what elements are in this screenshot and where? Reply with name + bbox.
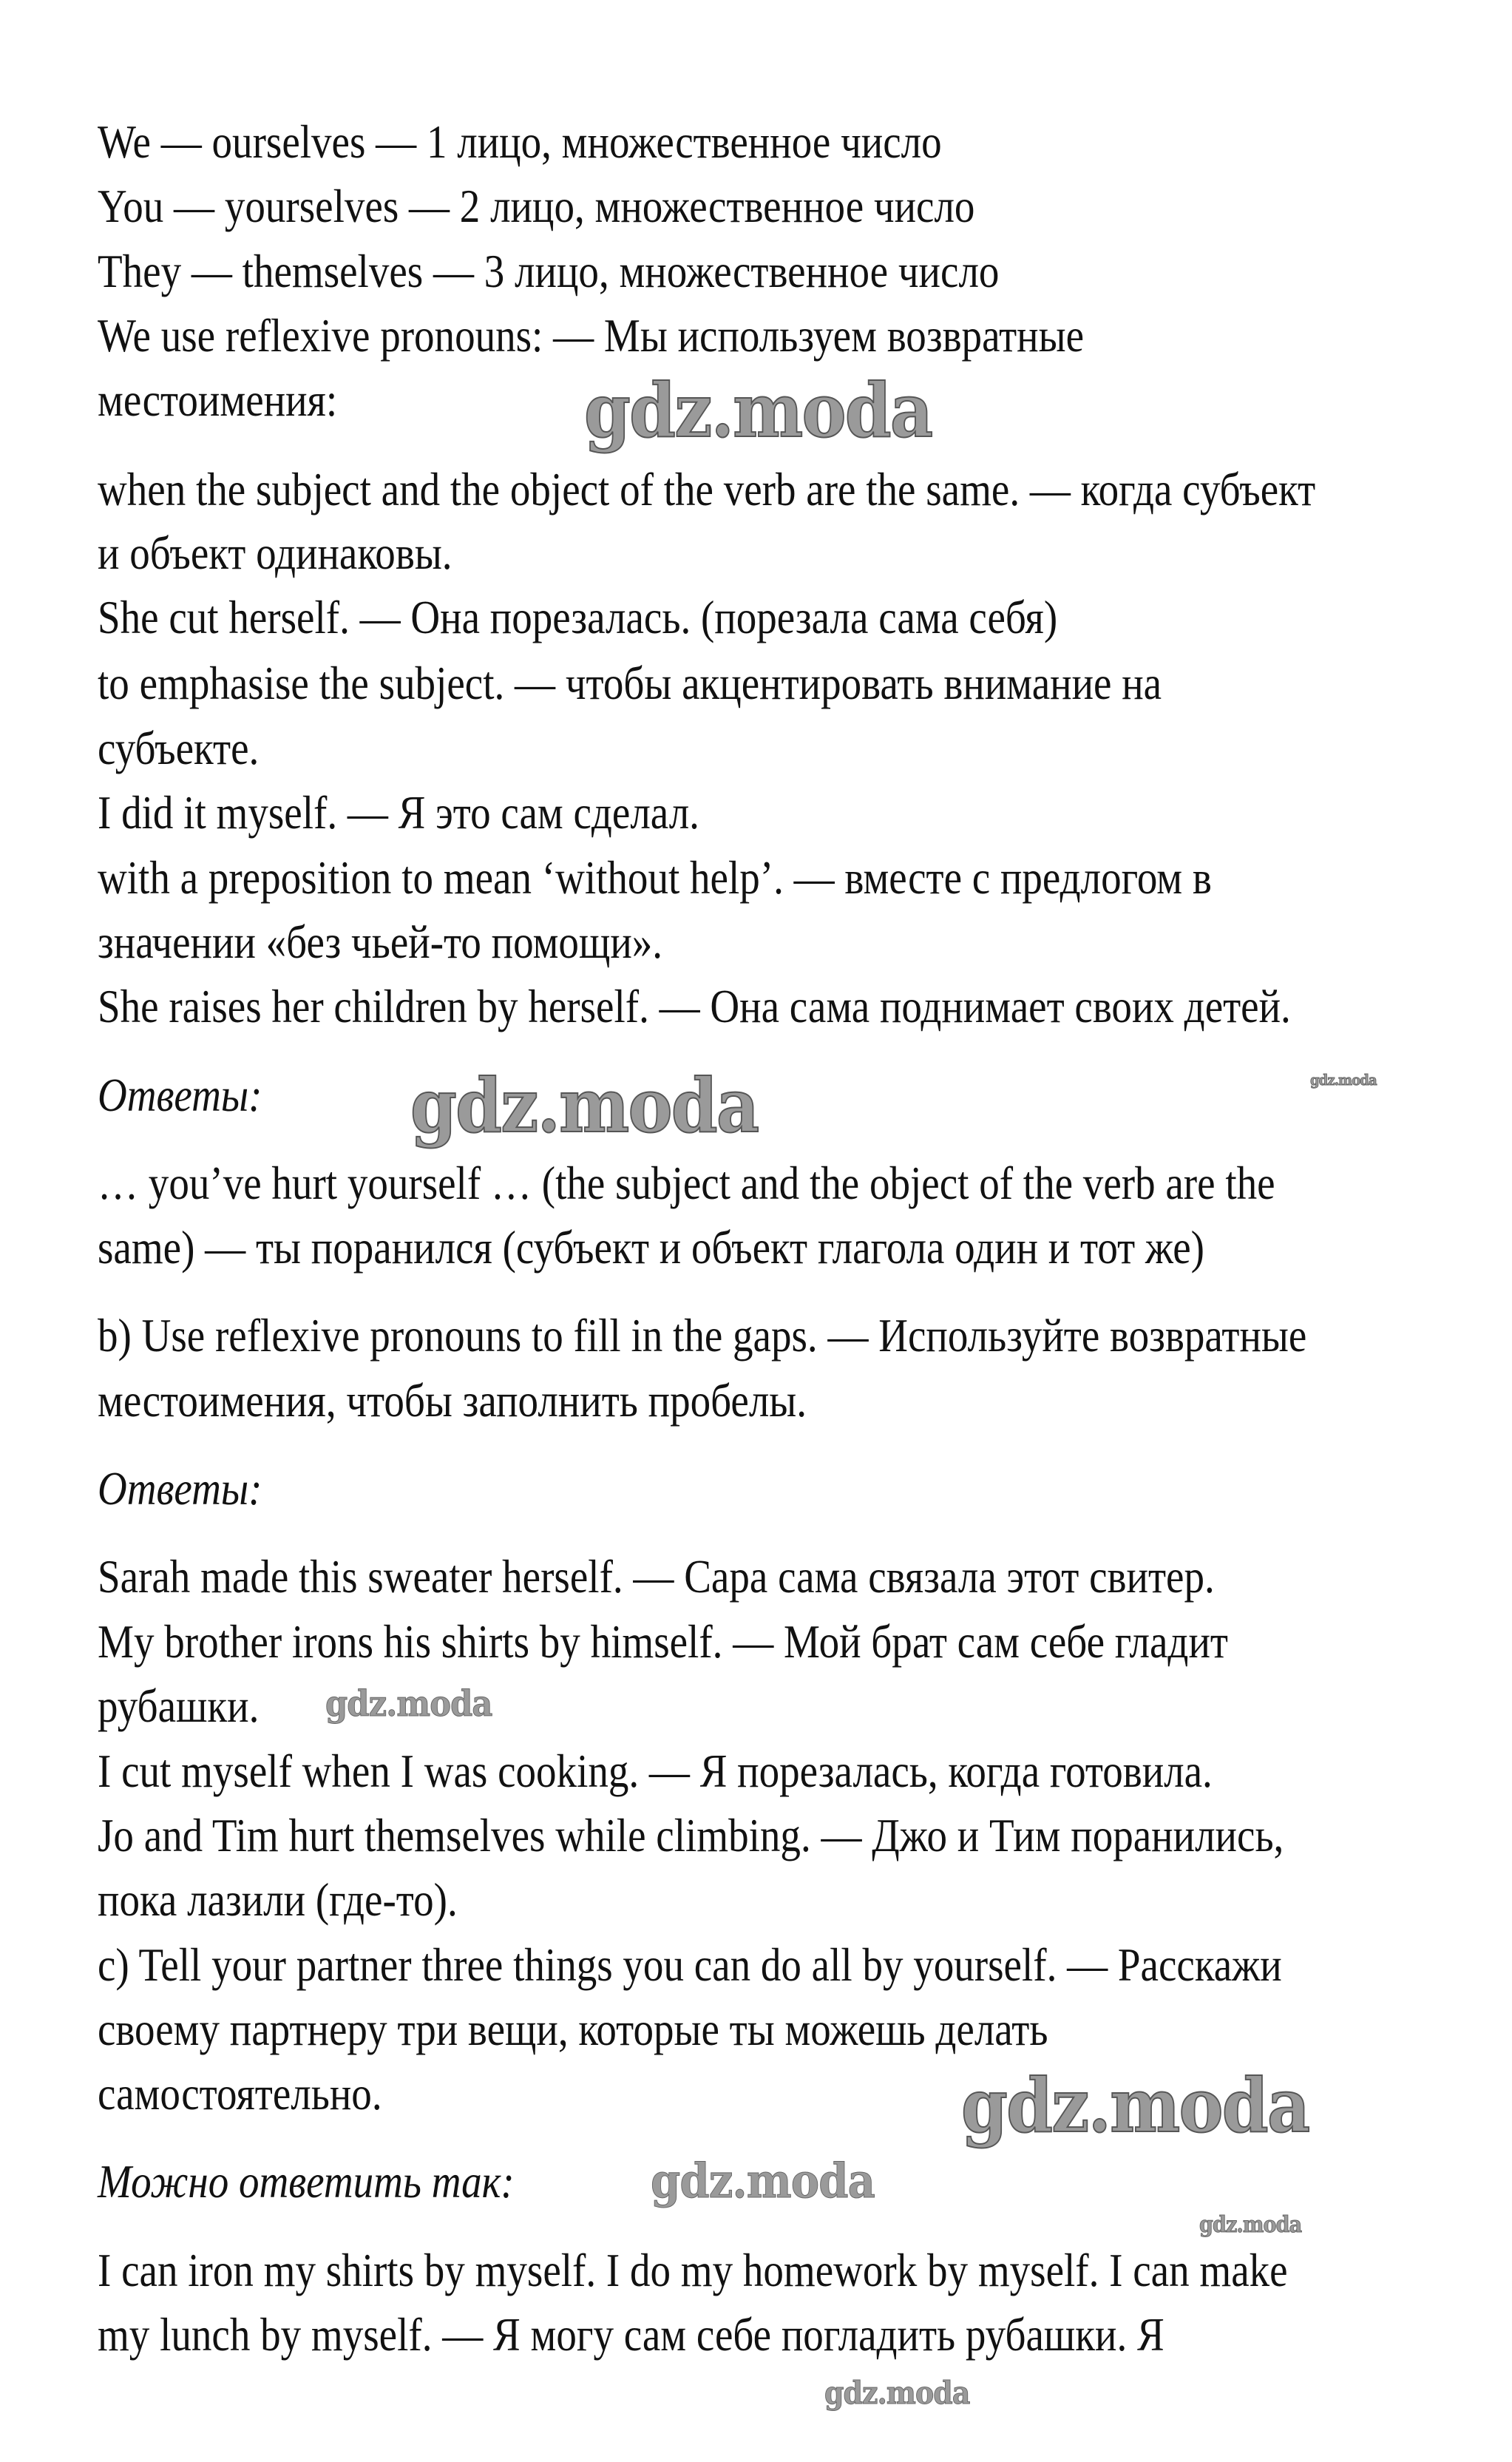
text-line: my lunch by myself. — Я могу сам себе погладить рубашки. Я <box>98 2308 1164 2361</box>
text-line: самостоятельно. <box>98 2067 382 2120</box>
answers-heading: Ответы: <box>98 1462 262 1515</box>
watermark-logo: gdz.moda <box>961 2062 1309 2149</box>
text-line: I did it myself. — Я это сам сделал. <box>98 786 699 839</box>
text-line: She raises her children by herself. — Она сама поднимает своих детей. <box>98 980 1291 1032</box>
text-line: to emphasise the subject. — чтобы акцентировать внимание на <box>98 657 1162 709</box>
text-line: We use reflexive pronouns: — Мы используем возвратные <box>98 309 1084 362</box>
watermark-logo: gdz.moda <box>651 2154 875 2209</box>
text-line: и объект одинаковы. <box>98 527 452 579</box>
answers-heading: Ответы: <box>98 1069 262 1121</box>
text-line: with a preposition to mean ‘without help’. — вместе с предлогом в <box>98 851 1212 904</box>
text-line: same) — ты поранился (субъект и объект глагола один и тот же) <box>98 1221 1204 1274</box>
watermark-logo: gdz.moda <box>410 1062 759 1149</box>
text-line: My brother irons his shirts by himself. — Мой брат сам себе гладит <box>98 1615 1228 1668</box>
text-line: своему партнеру три вещи, которые ты можешь делать <box>98 2003 1048 2055</box>
watermark-logo: gdz.moda <box>325 1683 492 1725</box>
text-line: when the subject and the object of the verb are the same. — когда субъект <box>98 463 1316 515</box>
text-line: We — ourselves — 1 лицо, множественное число <box>98 115 942 168</box>
text-line: I cut myself when I was cooking. — Я порезалась, когда готовила. <box>98 1745 1213 1797</box>
text-line: Jo and Tim hurt themselves while climbing. — Джо и Тим поранились, <box>98 1809 1284 1861</box>
text-line: рубашки. <box>98 1680 260 1732</box>
text-line: … you’ve hurt yourself … (the subject and the object of the verb are the <box>98 1157 1275 1209</box>
text-line: местоимения, чтобы заполнить пробелы. <box>98 1374 807 1427</box>
watermark-logo: gdz.moda <box>584 367 932 454</box>
text-line: They — themselves — 3 лицо, множественное число <box>98 245 1000 297</box>
answer-hint-heading: Можно ответить так: <box>98 2155 515 2208</box>
watermark-logo: gdz.moda <box>1199 2212 1302 2238</box>
text-line: местоимения: <box>98 373 338 426</box>
text-line: She cut herself. — Она порезалась. (порезала сама себя) <box>98 591 1058 643</box>
watermark-logo: gdz.moda <box>1310 1071 1377 1089</box>
text-line: субъекте. <box>98 722 260 774</box>
text-line: You — yourselves — 2 лицо, множественное число <box>98 180 975 232</box>
text-line: Sarah made this sweater herself. — Сара сама связала этот свитер. <box>98 1550 1215 1603</box>
text-line: b) Use reflexive pronouns to fill in the gaps. — Используйте возвратные <box>98 1309 1307 1362</box>
text-line: значении «без чьей-то помощи». <box>98 916 663 968</box>
text-line: пока лазили (где-то). <box>98 1873 458 1926</box>
watermark-logo: gdz.moda <box>824 2375 970 2411</box>
text-line: I can iron my shirts by myself. I do my homework by myself. I can make <box>98 2244 1288 2296</box>
text-line: c) Tell your partner three things you can do all by yourself. — Расскажи <box>98 1938 1282 1991</box>
